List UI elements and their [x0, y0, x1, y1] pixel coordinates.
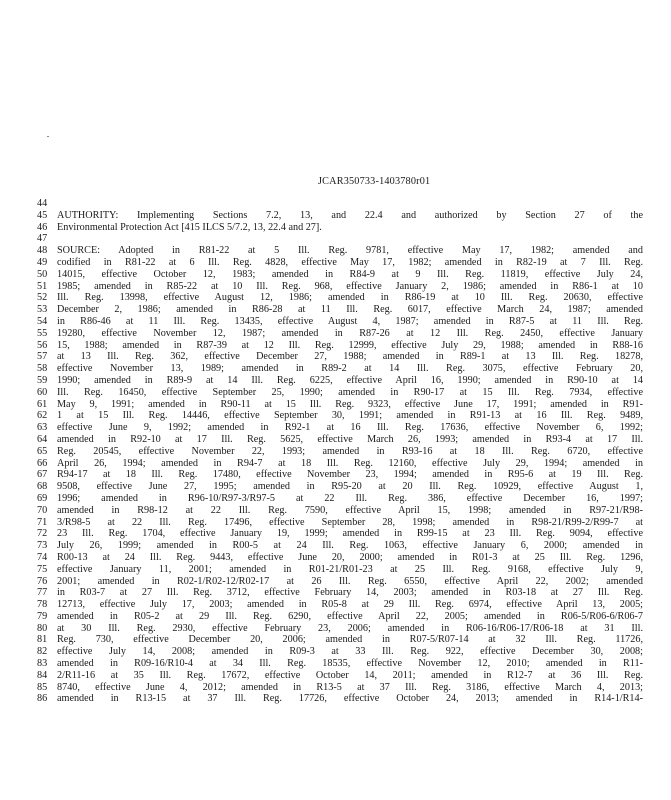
document-code: JCAR350733-1403780r01: [318, 176, 431, 187]
line-number: 57: [37, 351, 48, 363]
document-line: [0, 375, 671, 387]
line-text: 1996; amended in R96-10/R97-3/R97-5 at 22 Ill. Reg. 386, effective December 16, 1997;: [57, 492, 643, 504]
line-number: 82: [37, 646, 48, 658]
line-text: at 30 Ill. Reg. 2930, effective February 23, 2006; amended in R06-16/R06-17/R06-18 at 31 Ill.: [57, 622, 643, 634]
line-numbered-text: [0, 198, 671, 705]
line-number: 59: [37, 374, 48, 386]
document-line: [0, 505, 671, 517]
document-line: [0, 446, 671, 458]
line-number: 48: [37, 245, 48, 257]
line-number: 56: [37, 339, 48, 351]
line-number: 71: [37, 516, 48, 528]
line-number: 70: [37, 504, 48, 516]
line-number: 54: [37, 315, 48, 327]
line-number: 86: [37, 693, 48, 705]
line-text: at 13 Ill. Reg. 362, effective December 27, 1988; amended in R89-1 at 13 Ill. Reg. 18278,: [57, 351, 643, 363]
line-text: 1 at 15 Ill. Reg. 14446, effective September 30, 1991; amended in R91-13 at 16 Ill. Reg. 9489,: [57, 410, 643, 422]
document-line: [0, 552, 671, 564]
line-text: amended in R09-16/R10-4 at 34 Ill. Reg. 18535, effective November 12, 2010; amended in R11-: [57, 658, 643, 670]
document-line: [0, 281, 671, 293]
line-text: Reg. 20545, effective November 22, 1993; amended in R93-16 at 18 Ill. Reg. 6720, effective: [57, 445, 643, 457]
document-line: [0, 481, 671, 493]
line-number: 47: [37, 233, 48, 245]
line-number: 84: [37, 669, 48, 681]
line-text: 19280, effective November 12, 1987; amended in R87-26 at 12 Ill. Reg. 2450, effective January: [57, 327, 643, 339]
line-number: 46: [37, 221, 48, 233]
line-text: effective June 9, 1992; amended in R92-1 at 16 Ill. Reg. 17636, effective November 6, 1992;: [57, 422, 643, 434]
line-text: Reg. 730, effective December 20, 2006; amended in R07-5/R07-14 at 32 Ill. Reg. 11726,: [57, 634, 643, 646]
line-text: in R03-7 at 27 Ill. Reg. 3712, effective February 14, 2003; amended in R03-18 at 27 Ill. Reg.: [57, 587, 643, 599]
document-line: [0, 693, 671, 705]
line-text: SOURCE: Adopted in R81-22 at 5 Ill. Reg. 9781, effective May 17, 1982; amended and: [57, 245, 643, 257]
document-line: [0, 387, 671, 399]
line-text: Ill. Reg. 16450, effective September 25, 1990; amended in R90-17 at 15 Ill. Reg. 7934, effective: [57, 386, 643, 398]
line-number: 80: [37, 622, 48, 634]
line-text: 1985; amended in R85-22 at 10 Ill. Reg. 968, effective January 2, 1986; amended in R86-1 at 10: [57, 280, 643, 292]
line-text: 8740, effective June 4, 2012; amended in R13-5 at 37 Ill. Reg. 3186, effective March 4, 2013;: [57, 681, 643, 693]
line-text: amended in R98-12 at 22 Ill. Reg. 7590, effective April 15, 1998; amended in R97-21/R98-: [57, 504, 643, 516]
line-number: 72: [37, 528, 48, 540]
line-number: 50: [37, 268, 48, 280]
document-line: [0, 304, 671, 316]
document-line: [0, 210, 671, 222]
line-number: 63: [37, 422, 48, 434]
line-text: 23 Ill. Reg. 1704, effective January 19, 1999; amended in R99-15 at 23 Ill. Reg. 9094, effective: [57, 528, 643, 540]
line-text: AUTHORITY: Implementing Sections 7.2, 13, and 22.4 and authorized by Section 27 of the: [57, 209, 643, 221]
document-line: [0, 316, 671, 328]
line-number: 67: [37, 469, 48, 481]
document-line: [0, 634, 671, 646]
document-line: [0, 517, 671, 529]
line-number: 44: [37, 198, 48, 209]
line-number: 60: [37, 386, 48, 398]
line-text: 3/R98-5 at 22 Ill. Reg. 17496, effective September 28, 1998; amended in R98-21/R99-2/R99-7 at: [57, 516, 643, 528]
line-text: amended in R92-10 at 17 Ill. Reg. 5625, effective March 26, 1993; amended in R93-4 at 17 Ill.: [57, 433, 643, 445]
line-number: 66: [37, 457, 48, 469]
document-line: [0, 198, 671, 210]
line-text: effective November 13, 1989; amended in R89-2 at 14 Ill. Reg. 3075, effective February 20,: [57, 363, 643, 375]
line-number: 78: [37, 599, 48, 611]
document-line: [0, 646, 671, 658]
document-line: [0, 340, 671, 352]
document-line: [0, 540, 671, 552]
line-text: 14015, effective October 12, 1983; amended in R84-9 at 9 Ill. Reg. 11819, effective July 24,: [57, 268, 643, 280]
document-line: [0, 292, 671, 304]
line-number: 55: [37, 327, 48, 339]
document-line: [0, 233, 671, 245]
line-text: in R86-46 at 11 Ill. Reg. 13435, effective August 4, 1987; amended in R87-5 at 11 Ill. Reg.: [57, 315, 643, 327]
line-text: July 26, 1999; amended in R00-5 at 24 Ill. Reg. 1063, effective January 6, 2000; amended in: [57, 540, 643, 552]
line-number: 62: [37, 410, 48, 422]
document-line: [0, 363, 671, 375]
line-text: R00-13 at 24 Ill. Reg. 9443, effective June 20, 2000; amended in R01-3 at 25 Ill. Reg. 1296,: [57, 551, 643, 563]
line-text: 12713, effective July 17, 2003; amended in R05-8 at 29 Ill. Reg. 6974, effective April 13, 2005;: [57, 599, 643, 611]
scan-artifact: [47, 136, 49, 137]
line-number: 64: [37, 433, 48, 445]
line-number: 53: [37, 304, 48, 316]
line-number: 79: [37, 610, 48, 622]
line-text: amended in R05-2 at 29 Ill. Reg. 6290, effective April 22, 2005; amended in R06-5/R06-6/R06-7: [57, 610, 643, 622]
line-text: amended in R13-15 at 37 Ill. Reg. 17726, effective October 24, 2013; amended in R14-1/R14-: [57, 693, 643, 705]
document-line: [0, 410, 671, 422]
document-line: [0, 245, 671, 257]
document-line: [0, 564, 671, 576]
line-text: May 9, 1991; amended in R90-11 at 15 Ill. Reg. 9323, effective June 17, 1991; amended in R91-: [57, 398, 643, 410]
document-line: [0, 434, 671, 446]
document-line: [0, 257, 671, 269]
line-number: 58: [37, 363, 48, 375]
line-text: Ill. Reg. 13998, effective August 12, 1986; amended in R86-19 at 10 Ill. Reg. 20630, effective: [57, 292, 643, 304]
line-text: 15, 1988; amended in R87-39 at 12 Ill. Reg. 12999, effective July 29, 1988; amended in R88-16: [57, 339, 643, 351]
line-number: 61: [37, 398, 48, 410]
line-text: 9508, effective June 27, 1995; amended in R95-20 at 20 Ill. Reg. 10929, effective August 1,: [57, 481, 643, 493]
document-line: [0, 682, 671, 694]
line-number: 74: [37, 551, 48, 563]
document-line: [0, 599, 671, 611]
document-line: [0, 351, 671, 363]
line-number: 49: [37, 256, 48, 268]
line-number: 81: [37, 634, 48, 646]
line-text: Environmental Protection Act [415 ILCS 5/7.2, 13, 22.4 and 27].: [57, 221, 322, 233]
document-line: [0, 399, 671, 411]
document-line: [0, 269, 671, 281]
line-text: R94-17 at 18 Ill. Reg. 17480, effective November 23, 1994; amended in R95-6 at 19 Ill. Reg.: [57, 469, 643, 481]
line-number: 65: [37, 445, 48, 457]
line-number: 68: [37, 481, 48, 493]
line-number: 69: [37, 492, 48, 504]
document-line: [0, 422, 671, 434]
document-line: [0, 587, 671, 599]
line-number: 52: [37, 292, 48, 304]
document-line: [0, 623, 671, 635]
document-line: [0, 222, 671, 234]
line-number: 77: [37, 587, 48, 599]
line-text: effective July 14, 2008; amended in R09-3 at 33 Ill. Reg. 922, effective December 30, 2008;: [57, 646, 643, 658]
line-text: 2/R11-16 at 35 Ill. Reg. 17672, effective October 14, 2011; amended in R12-7 at 36 Ill. Reg.: [57, 669, 643, 681]
document-line: [0, 658, 671, 670]
line-text: codified in R81-22 at 6 Ill. Reg. 4828, effective May 17, 1982; amended in R82-19 at 7 Ill. Reg.: [57, 256, 643, 268]
line-text: effective January 11, 2001; amended in R01-21/R01-23 at 25 Ill. Reg. 9168, effective July 9,: [57, 563, 643, 575]
line-number: 73: [37, 540, 48, 552]
document-line: [0, 469, 671, 481]
document-line: [0, 493, 671, 505]
document-line: [0, 458, 671, 470]
line-number: 45: [37, 209, 48, 221]
document-line: [0, 576, 671, 588]
line-number: 51: [37, 280, 48, 292]
document-line: [0, 528, 671, 540]
document-line: [0, 328, 671, 340]
line-text: 2001; amended in R02-1/R02-12/R02-17 at 26 Ill. Reg. 6550, effective April 22, 2002; amended: [57, 575, 643, 587]
line-number: 75: [37, 563, 48, 575]
line-text: 1990; amended in R89-9 at 14 Ill. Reg. 6225, effective April 16, 1990; amended in R90-10 at 14: [57, 374, 643, 386]
line-number: 76: [37, 575, 48, 587]
line-number: 83: [37, 658, 48, 670]
line-number: 85: [37, 681, 48, 693]
line-text: April 26, 1994; amended in R94-7 at 18 Ill. Reg. 12160, effective July 29, 1994; amended in: [57, 457, 643, 469]
line-text: December 2, 1986; amended in R86-28 at 11 Ill. Reg. 6017, effective March 24, 1987; amended: [57, 304, 643, 316]
document-line: [0, 670, 671, 682]
document-line: [0, 611, 671, 623]
